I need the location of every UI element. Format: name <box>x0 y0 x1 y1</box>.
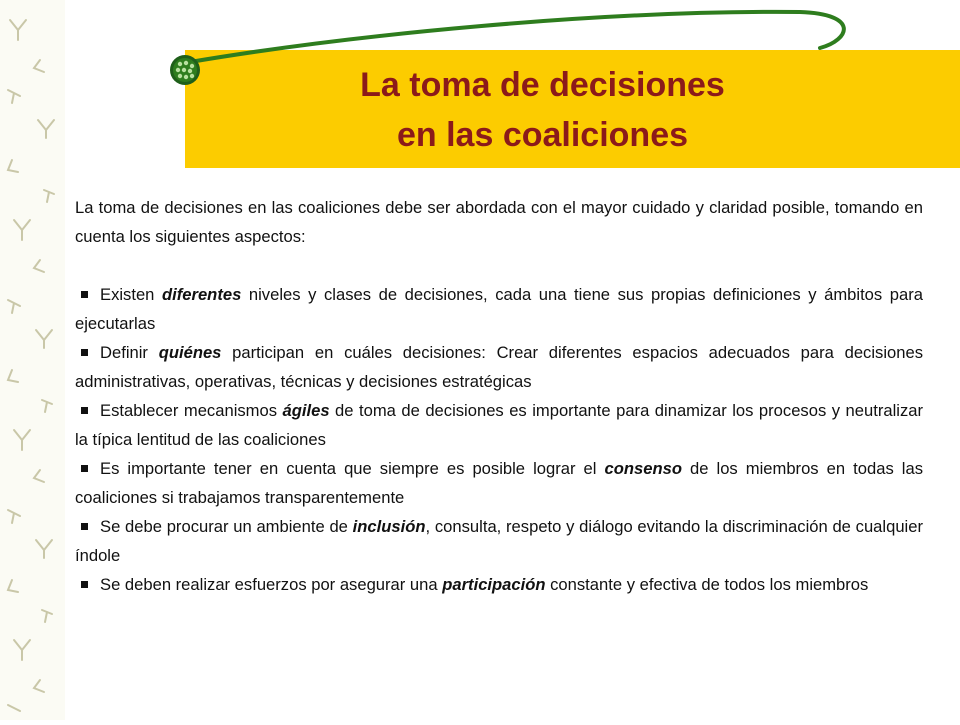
item-keyword: ágiles <box>282 401 330 420</box>
item-text: de toma de decisiones es importante para dinamizar los procesos y neutralizar la típica lentitud de las coaliciones <box>75 401 923 449</box>
item-text: Definir <box>100 343 159 362</box>
list-item <box>75 512 923 570</box>
slide-content <box>75 193 923 599</box>
slide-title <box>185 60 900 160</box>
item-keyword: diferentes <box>162 285 242 304</box>
title-line-2: en las coaliciones <box>396 116 689 154</box>
title-line-1: La toma de decisiones <box>360 66 725 104</box>
list-item <box>75 280 923 338</box>
pattern-glyphs <box>0 0 65 720</box>
item-text: constante y efectiva de todos los miembros <box>545 575 869 594</box>
item-text: de los miembros en todas las coaliciones si trabajamos transparentemente <box>75 459 924 507</box>
square-bullet-icon <box>81 523 88 530</box>
item-text: Existen <box>100 285 162 304</box>
list-item <box>75 570 923 599</box>
decorative-pattern-strip <box>0 0 65 720</box>
list-item <box>75 396 923 454</box>
square-bullet-icon <box>81 465 88 472</box>
list-item <box>75 454 923 512</box>
square-bullet-icon <box>81 407 88 414</box>
square-bullet-icon <box>81 581 88 588</box>
aspects-list <box>75 280 923 599</box>
item-text: , consulta, respeto y diálogo evitando la discriminación de cualquier índole <box>75 517 924 565</box>
item-text: Es importante tener en cuenta que siempre es posible lograr el <box>100 459 605 478</box>
item-text: Se debe procurar un ambiente de <box>100 517 353 536</box>
item-text: Establecer mecanismos <box>100 401 283 420</box>
item-keyword: participación <box>442 575 546 594</box>
item-keyword: inclusión <box>352 517 426 536</box>
intro-paragraph: La toma de decisiones en las coaliciones debe ser abordada con el mayor cuidado y claridad posible, tomando en cuenta los siguientes aspectos: <box>75 198 923 246</box>
list-item <box>75 338 923 396</box>
square-bullet-icon <box>81 291 88 298</box>
square-bullet-icon <box>81 349 88 356</box>
item-keyword: quiénes <box>158 343 222 362</box>
item-text: niveles y clases de decisiones, cada una tiene sus propias definiciones y ámbitos para ejecutarlas <box>75 285 923 333</box>
item-text: Se deben realizar esfuerzos por asegurar una <box>100 575 443 594</box>
item-keyword: consenso <box>604 459 682 478</box>
item-text: participan en cuáles decisiones: Crear diferentes espacios adecuados para decisiones administrativas, operativas, técnicas y decisiones estratégicas <box>75 343 923 391</box>
